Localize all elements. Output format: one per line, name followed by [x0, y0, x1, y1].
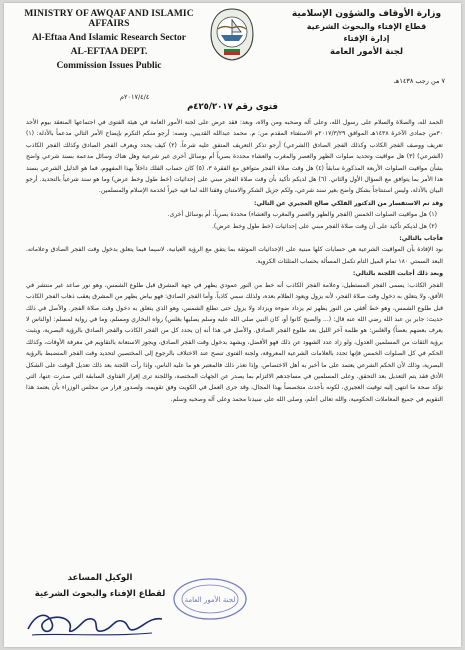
signature-block	[20, 573, 236, 643]
letter-page	[4, 3, 461, 647]
commission-name-ar: لجنة الأمور العامة	[329, 47, 404, 57]
signatory-sector: لقطاع الإفتاء والبحوث الشرعية	[34, 589, 166, 599]
fatwa-number-title: فتوى رقم ٤٢٥/٢٠١٧م	[187, 102, 278, 112]
department-name-en: AL-EFTAA DEPT.	[70, 47, 148, 57]
signatory-title: الوكيل المساعد	[67, 573, 133, 583]
committee-answer-heading: وبعد ذلك أجابت اللجنة بالتالي:	[352, 270, 443, 278]
sector-name-ar: قطاع الإفتاء والبحوث الشرعية	[306, 22, 427, 31]
fatwa-body	[26, 117, 443, 405]
ministry-name-ar: وزارة الأوقاف والشؤون الإسلامية	[291, 9, 442, 19]
arabic-letterhead	[284, 9, 449, 57]
committee-answer-paragraph: الفجر الكاذب: يسمى الفجر المستطيل، وعلامة الفجر الكاذب أنه خط من النور عمودي يظهر في جهة المشرق قبل طلوع الشمس، وهو نور صاعد غير منتشر في الأفق، ولا يتعلق به دخول وقت صلاة الفجر، لأنه يزول ويعود الظلام بعده، ولذلك سمي كاذباً. وأما الفجر الصادق: فهو بياض يظهر من المشرق يعقب ذهاب الفجر الكاذب قبل طلوع الشمس، وهو خط أفقي من النور يظهر ثم يزداد ضوءه ويزداد ولا يزول حتى تطلع الشمس، وهو الذي يتعلق به دخول وقت صلاة الفجر. والأصل في ذلك حديث: جابر بن عبد الله رضي الله عنه قال: (... والصبح كانوا أو، كان النبي صلى الله عليه وسلم يصليها بغلس) رواه البخاري ومسلم، وما في رواية لمسلم: (والناس لا يعرف بعضهم بعضاً) والغلس: هو ظلمة آخر الليل بعد طلوع الفجر الصادق. والأصل في هذا أنه إن يحدد كل من الفجر الكاذب والفجر الصادق بالرؤية البصرية، ويثبت برؤية الثقات من المسلمين العدول، ولو زاد عدد الشهود عن ذلك فهو الأفضل، ويشهد بدخول وقت الفجر الصادق، ويجوز الاستعانة بالتقاويم في معرفة الأوقات، وكذلك الحكم في كل الصلوات الخمس فإنها تحدد بالعلامات الشرعية المعروفة، ولجنة الفتوى تنصح عند الاختلاف بالرجوع إلى المختصين لتحديد وقت الفجر المنضبط بالرؤية البصرية، وذلك لأن الحكم الشرعي يعتمد على ما أخبر به أهل الاختصاص. وإذا تعذر ذلك فالمعتبر هو ما عليه الناس، وإذا رأت اللجنة بعد ذلك تعديل الوقت على الشكل الأدق فقد يتم التعديل بعد التحقق. وعلى المسلمين في مساجدهم الالتزام بما يصدر عن الجهات المختصة، واللجنة ترى إقرار الفتاوى السابقة التي صدرت عنها، التي تؤكد صحة ما انتهى إليه توقيت العجيري، لكونه بأحدث متخصصاً بهذا المجال، وقد جرى العمل في الكويت وفق تقويمه، ولصدور قرار من مجلس الوزراء بأن يعتمد هذا التقويم في جميع المعاملات الحكومية، والله تعالى أعلم، وصلى الله على سيدنا محمد وعلى آله وصحبه وسلم.	[26, 281, 443, 403]
english-letterhead	[14, 9, 204, 71]
answer-paragraph: نود الإفادة بأن المواقيت الشرعية هي حسابات كلها مبنية على الإحداثيات الموثقة بما يتفق مع الرؤية العيانية، لاسيما فيما يتعلق بدخول وقت الفجر الصادق وعلاماته. البعد السمتي ١٨٠ تمام الميل التام تكمل المسألة بحساب المثلثات الكروية.	[26, 246, 443, 265]
inquiry-item-1: (١) هل مواقيت الصلوات الخمس (الفجر والظهر والعصر والمغرب والعشاء) محددة بصرياً، أم بوسائل أخرى.	[167, 211, 437, 219]
hijri-date: ٧ من رجب ١٤٣٨هـ	[394, 77, 445, 85]
stamp-text: لجنة الأمور العامة	[184, 596, 236, 604]
commission-name-en: Commission Issues Public	[56, 61, 162, 71]
official-stamp	[170, 575, 250, 623]
handwritten-signature	[22, 603, 172, 641]
answer-heading: فأجاب بالتالي:	[399, 235, 443, 243]
ministry-name-en: MINISTRY OF AWQAF AND ISLAMIC AFFAIRS	[24, 9, 194, 29]
fatwa-question-paragraph: الحمد لله، والصلاة والسلام على رسول الله، وعلى آله وصحبه ومن والاه، وبعد: فقد عرض على لجنة الأمور العامة في هيئة الفتوى في اجتماعها المنعقد بيوم الأحد ٣٠من جمادى الآخرة ١٤٣٨هـ الموافق ٢٠١٧/٣/٢٩م الاستفتاء المقدم من: م. محمد عبدالله القديبي، ونصه: أرجو منكم التكرم بإيضاح الأمر التالي مدعماً بالأدلة: (١) تعريف ووصف الفجر الكاذب وكذلك الفجر الصادق (الشرعي) أرجو تذكر التعريف المتفق عليه شرعاً. (٢) كيف يحدد ويعرف الفجر الصادق وكذلك الفجر الكاذب (الشرعي) (٣) هل مواقيت وتحديد صلوات الظهر والعصر والمغرب والعشاء محددة بصرياً أم بوسائل أخرى غير شرعية وهل هناك وسائل مدعمة بسند شرعي واضح بشأن مواقيت الصلوات الأربعة المذكورة سابقاً (٤) هل وقت صلاة الفجر متوافق مع الفقرة ٣، (٥) كان حساب الفلك داخلاً بهذا المفهوم، فما هو الدليل الشرعي بسند هذا الأمر بما يتوافق مع السؤال الأول والثاني. (٦) هل لديكم تأكيد بأن وقت صلاة الفجر مبني على إحداثيات (خط طول وخط عرض) وما هو سند شرعياً بالتحديد. أرجو البيان بالأدلة، وليس استنتاجاً بشكل واضح بغير سند شرعي، ولكم جزيل الشكر والامتنان وفقنا الله لما فيه خيراً لخدمة الإسلام والمسلمين.	[26, 119, 443, 195]
inquiry-heading: وقد تم الاستفسار من الدكتور الفلكي صالح العجيري عن التالي:	[253, 199, 443, 207]
kuwait-emblem-icon	[207, 5, 257, 63]
gregorian-date: ٢٠١٧/٤/٤م	[120, 93, 150, 101]
inquiry-item-2: (٢) هل لديكم تأكيد على أن وقت صلاة الفجر مبني على إحداثيات (خط طول وخط عرض).	[211, 222, 437, 230]
department-name-ar: إدارة الإفتاء	[343, 34, 390, 43]
sector-name-en: Al-Eftaa And Islamic Research Sector	[32, 33, 186, 43]
